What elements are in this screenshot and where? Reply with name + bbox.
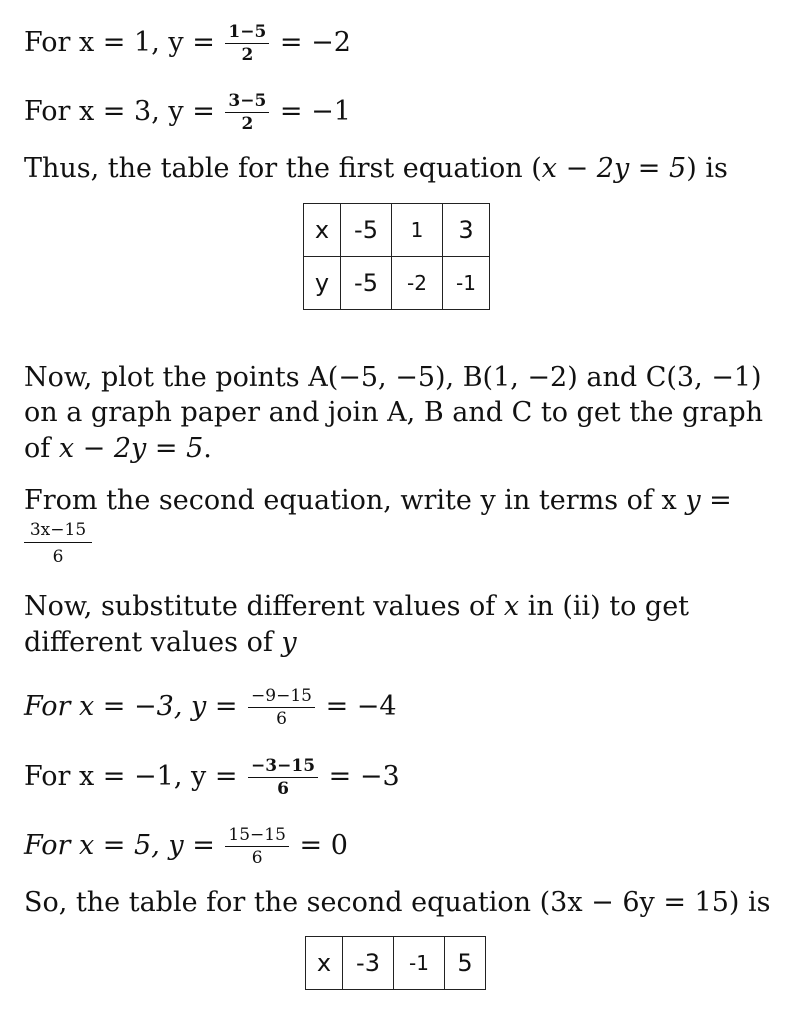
- calc-line-x5: [24, 825, 348, 868]
- calc-lhs: For x = −3, y =: [24, 691, 238, 722]
- fraction-numerator: 15−15: [225, 825, 289, 847]
- fraction-numerator: −3−15: [248, 756, 318, 778]
- table-cell: 3: [443, 204, 490, 257]
- table-cell: -1: [443, 257, 490, 310]
- equation: x − 2y = 5: [58, 433, 204, 464]
- table-cell: x: [306, 937, 343, 990]
- table-cell: 5: [445, 937, 486, 990]
- fraction: [248, 756, 318, 799]
- calc-rhs: = −3: [328, 761, 400, 792]
- table2-intro: So, the table for the second equation (3x − 6y = 15) is: [24, 887, 771, 918]
- plot-line-2: on a graph paper and join A, B and C to get the graph: [24, 397, 763, 428]
- plot-text: of: [24, 433, 59, 464]
- fraction-numerator: 3−5: [225, 91, 269, 113]
- second-equation-line: [24, 484, 732, 518]
- table1-intro: [24, 152, 728, 186]
- fraction-denominator: 6: [276, 709, 287, 729]
- intro-tail: ) is: [686, 153, 728, 184]
- plot-line-3: [24, 432, 212, 466]
- values-table-2: [305, 936, 486, 990]
- fraction-numerator: −9−15: [248, 686, 315, 708]
- fraction-numerator: 3x−15: [24, 520, 92, 543]
- table-cell: -5: [341, 204, 392, 257]
- intro-text: Thus, the table for the first equation (: [24, 153, 542, 184]
- calc-lhs: For x = 5, y =: [24, 830, 215, 861]
- fraction-denominator: 2: [241, 114, 254, 134]
- table-row-x: [306, 937, 486, 990]
- fraction-numerator: 1−5: [225, 22, 269, 44]
- fraction-denominator: 6: [52, 547, 64, 567]
- plot-line-1: Now, plot the points A(−5, −5), B(1, −2) and C(3, −1): [24, 362, 762, 393]
- calc-rhs: = −1: [279, 96, 351, 127]
- calc-rhs: = −4: [325, 691, 397, 722]
- text: Now, substitute different values of: [24, 591, 504, 622]
- equation: x − 2y = 5: [541, 153, 687, 184]
- table-cell: -1: [394, 937, 445, 990]
- fraction-denominator: 6: [277, 779, 289, 799]
- values-table-1: [303, 203, 490, 310]
- table-cell: y: [304, 257, 341, 310]
- table-cell: -3: [343, 937, 394, 990]
- variable: y: [281, 627, 297, 658]
- fraction-denominator: 2: [241, 45, 254, 65]
- table-row-y: [304, 257, 490, 310]
- calc-rhs: = −2: [279, 27, 351, 58]
- calc-line-xm1: [24, 756, 400, 799]
- calc-line-x3: [24, 91, 351, 134]
- calc-rhs: = 0: [299, 830, 348, 861]
- fraction: [225, 22, 269, 65]
- table-cell: -5: [341, 257, 392, 310]
- calc-line-x1: [24, 22, 351, 65]
- text: different values of: [24, 627, 282, 658]
- second-eq-text: From the second equation, write y in terms of x: [24, 485, 686, 516]
- calc-lhs: For x = 3, y =: [24, 96, 215, 127]
- plot-text: .: [203, 433, 212, 464]
- fraction: [24, 520, 92, 567]
- substitute-line-1: [24, 590, 689, 624]
- fraction: [225, 91, 269, 134]
- fraction-denominator: 6: [251, 848, 263, 868]
- substitute-line-2: [24, 626, 297, 660]
- table-cell: -2: [392, 257, 443, 310]
- fraction: [248, 686, 315, 729]
- calc-lhs: For x = −1, y =: [24, 761, 238, 792]
- table-cell: 1: [392, 204, 443, 257]
- table-row-x: [304, 204, 490, 257]
- fraction: [225, 825, 289, 868]
- calc-line-xm3: [24, 686, 397, 729]
- equation: y =: [685, 485, 732, 516]
- variable: x: [503, 591, 520, 622]
- text: in (ii) to get: [519, 591, 690, 622]
- calc-lhs: For x = 1, y =: [24, 27, 215, 58]
- table-cell: x: [304, 204, 341, 257]
